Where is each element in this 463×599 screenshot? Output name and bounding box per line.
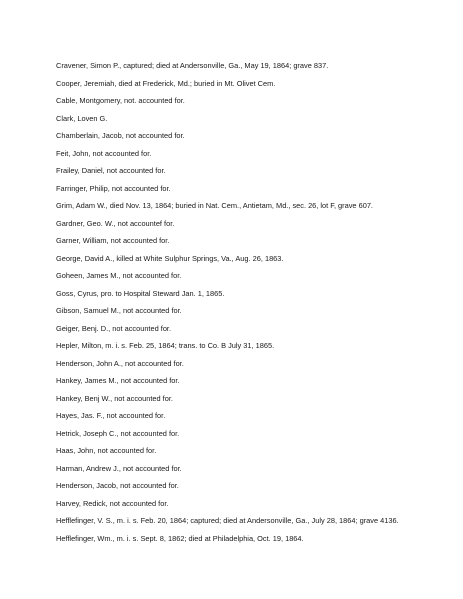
- roster-entry: Cooper, Jeremiah, died at Frederick, Md.; buried in Mt. Olivet Cem.: [56, 78, 276, 88]
- roster-entry: Goss, Cyrus, pro. to Hospital Steward Jan. 1, 1865.: [56, 288, 225, 298]
- roster-entry: Gardner, Geo. W., not accountef for.: [56, 218, 175, 228]
- roster-entry: Haas, John, not accounted for.: [56, 446, 157, 455]
- roster-entry: Grim, Adam W., died Nov. 13, 1864; buried in Nat. Cem., Antietam, Md., sec. 26, lot F, grave 607.: [56, 201, 373, 210]
- roster-entry: Cable, Montgomery, not. accounted for.: [56, 96, 185, 105]
- roster-entry: Feit, John, not accounted for.: [56, 148, 152, 158]
- roster-entry: Chamberlain, Jacob, not accounted for.: [56, 131, 185, 140]
- roster-entry: Clark, Loven G.: [56, 113, 108, 123]
- roster-entry: Harvey, Redick, not accounted for.: [56, 498, 169, 508]
- roster-entry: Gibson, Samuel M., not accounted for.: [56, 306, 182, 315]
- roster-entry: Harman, Andrew J., not accounted for.: [56, 463, 182, 473]
- roster-entry: Hefflefinger, Wm., m. i. s. Sept. 8, 1862; died at Philadelphia, Oct. 19, 1864.: [56, 533, 304, 543]
- roster-entry: Geiger, Benj. D., not accounted for.: [56, 323, 172, 333]
- roster-entry: Hetrick, Joseph C., not accounted for.: [56, 428, 180, 438]
- roster-entry: Goheen, James M., not accounted for.: [56, 271, 182, 280]
- roster-entry: Farringer, Philip, not accounted for.: [56, 183, 171, 193]
- roster-entry: Hankey, Benj W., not accounted for.: [56, 393, 173, 403]
- roster-entry: George, David A., killed at White Sulphur Springs, Va., Aug. 26, 1863.: [56, 253, 284, 263]
- roster-entry: Hepler, Milton, m. i. s. Feb. 25, 1864; trans. to Co. B July 31, 1865.: [56, 341, 275, 350]
- roster-entry: Hankey, James M., not accounted for.: [56, 376, 180, 385]
- roster-entry: Garner, William, not accounted for.: [56, 236, 170, 245]
- roster-entry: Henderson, Jacob, not accounted for.: [56, 481, 179, 490]
- roster-entry: Frailey, Daniel, not accounted for.: [56, 166, 166, 175]
- roster-entry: Cravener, Simon P., captured; died at Andersonville, Ga., May 19, 1864; grave 837.: [56, 61, 329, 70]
- roster-list: [56, 61, 456, 551]
- roster-entry: Henderson, John A., not accounted for.: [56, 358, 184, 368]
- roster-entry: Hefflefinger, V. S., m. i. s. Feb. 20, 1864; captured; died at Andersonville, Ga., July 28, 1864; grave 4136.: [56, 516, 399, 525]
- roster-entry: Hayes, Jas. F., not accounted for.: [56, 411, 166, 420]
